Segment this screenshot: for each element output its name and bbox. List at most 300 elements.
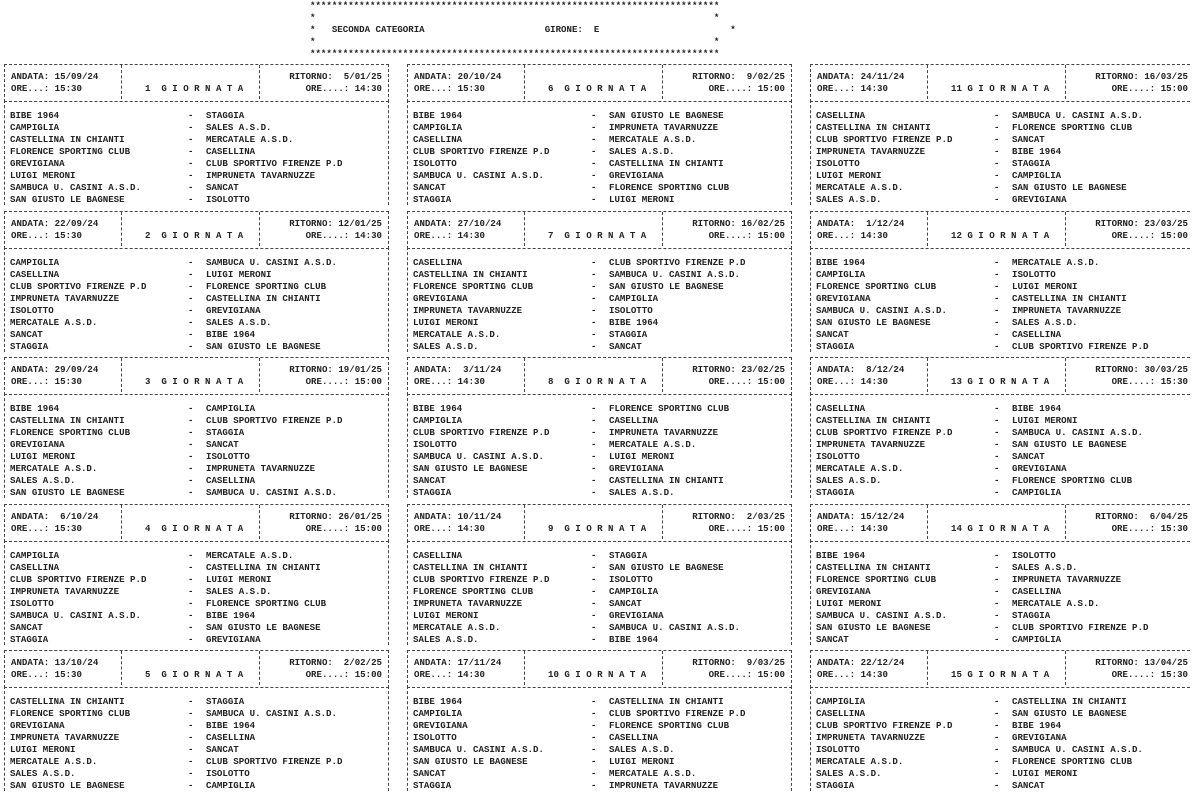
match-dash: - [591, 720, 597, 731]
andata-time: ORE...: 14:30 [414, 522, 485, 534]
match-dash: - [591, 780, 597, 791]
home-team: CASELLINA [816, 110, 866, 121]
ritorno-time: ORE....: 15:00 [305, 669, 382, 680]
home-team: STAGGIA [10, 633, 49, 645]
away-team: FLORENCE SPORTING CLUB [609, 182, 730, 193]
ritorno-time: ORE....: 15:00 [1111, 83, 1188, 94]
home-team: FLORENCE SPORTING CLUB [10, 146, 131, 157]
match-dash: - [994, 122, 1000, 133]
giornata-header [4, 650, 389, 688]
match-row [413, 134, 786, 146]
match-row [816, 634, 1189, 646]
match-row [413, 329, 786, 341]
giornata-title: 2 G I O R N A T A [145, 229, 244, 241]
home-team: CASELLINA [10, 561, 60, 573]
ritorno-date: RITORNO: 30/03/25 [1095, 364, 1188, 375]
match-dash: - [188, 696, 194, 707]
match-dash: - [188, 463, 194, 474]
giornata-header [4, 504, 389, 542]
away-team: BIBE 1964 [1012, 720, 1062, 731]
match-dash: - [188, 158, 194, 169]
match-dash: - [188, 585, 194, 597]
separator [259, 505, 260, 539]
match-dash: - [994, 487, 1000, 498]
column-2 [407, 64, 792, 797]
match-row [816, 610, 1189, 622]
home-team: CASELLINA [816, 708, 866, 719]
home-team: SANCAT [413, 182, 446, 193]
match-dash: - [188, 340, 194, 352]
away-team: CASTELLINA IN CHIANTI [609, 696, 724, 707]
ritorno-time: ORE....: 15:00 [708, 229, 785, 241]
away-team: CLUB SPORTIVO FIRENZE P.D [206, 158, 343, 169]
giornata-title: 12 G I O R N A T A [951, 229, 1050, 241]
away-team: SAMBUCA U. CASINI A.S.D. [609, 621, 740, 633]
giornata-header [810, 504, 1192, 542]
match-dash: - [994, 451, 1000, 462]
match-row [413, 610, 786, 622]
home-team: STAGGIA [413, 487, 452, 498]
away-team: BIBE 1964 [609, 633, 659, 645]
match-row [413, 744, 786, 756]
away-team: CAMPIGLIA [206, 780, 256, 791]
home-team: ISOLOTTO [413, 158, 457, 169]
match-row [10, 708, 383, 720]
match-row [413, 475, 786, 487]
away-team: CASTELLINA IN CHIANTI [1012, 696, 1127, 707]
home-team: FLORENCE SPORTING CLUB [10, 708, 131, 719]
andata-date: ANDATA: 17/11/24 [414, 657, 502, 668]
girone-label: GIRONE: [544, 24, 583, 35]
away-team: CLUB SPORTIVO FIRENZE P.D [206, 756, 343, 767]
away-team: SAN GIUSTO LE BAGNESE [609, 561, 724, 573]
match-row [10, 122, 383, 134]
home-team: CAMPIGLIA [413, 708, 463, 719]
home-team: ISOLOTTO [10, 304, 54, 316]
match-dash: - [188, 451, 194, 462]
away-team: FLORENCE SPORTING CLUB [206, 280, 327, 292]
match-dash: - [188, 720, 194, 731]
separator [927, 505, 928, 539]
away-team: MERCATALE A.S.D. [1012, 597, 1100, 609]
ritorno-time: ORE....: 15:00 [708, 522, 785, 534]
match-list [413, 257, 786, 353]
match-row [816, 110, 1189, 122]
home-team: ISOLOTTO [816, 158, 860, 169]
home-team: SAN GIUSTO LE BAGNESE [413, 756, 528, 767]
match-dash: - [591, 268, 597, 280]
giornata-block [810, 211, 1192, 358]
home-team: IMPRUNETA TAVARNUZZE [816, 732, 926, 743]
away-team: CASELLINA [1012, 585, 1062, 597]
separator [121, 505, 122, 539]
home-team: MERCATALE A.S.D. [413, 328, 501, 340]
home-team: GREVIGIANA [413, 292, 468, 304]
match-list [413, 696, 786, 792]
separator [927, 212, 928, 246]
giornata-header [810, 357, 1192, 395]
ritorno-date: RITORNO: 2/03/25 [692, 510, 785, 522]
ritorno-date: RITORNO: 9/02/25 [692, 71, 785, 82]
andata-time: ORE...: 14:30 [414, 669, 485, 680]
home-team: ISOLOTTO [10, 597, 54, 609]
match-dash: - [188, 780, 194, 791]
home-team: SAN GIUSTO LE BAGNESE [413, 463, 528, 474]
home-team: STAGGIA [816, 340, 855, 352]
match-dash: - [188, 415, 194, 426]
home-team: LUIGI MERONI [10, 744, 76, 755]
match-row [10, 768, 383, 780]
home-team: SAMBUCA U. CASINI A.S.D. [10, 182, 141, 193]
match-dash: - [994, 304, 1000, 316]
match-dash: - [591, 573, 597, 585]
giornata-title: 14 G I O R N A T A [951, 522, 1050, 534]
match-row [816, 574, 1189, 586]
match-dash: - [188, 621, 194, 633]
match-dash: - [188, 609, 194, 621]
away-team: CASELLINA [609, 732, 659, 743]
home-team: STAGGIA [816, 780, 855, 791]
home-team: LUIGI MERONI [10, 451, 76, 462]
home-team: SANCAT [816, 633, 849, 645]
away-team: MERCATALE A.S.D. [609, 134, 697, 145]
match-row [816, 427, 1189, 439]
home-team: IMPRUNETA TAVARNUZZE [10, 732, 120, 743]
match-dash: - [188, 280, 194, 292]
giornata-title: 6 G I O R N A T A [548, 83, 647, 94]
match-row [413, 317, 786, 329]
away-team: STAGGIA [609, 549, 648, 561]
away-team: SAN GIUSTO LE BAGNESE [1012, 708, 1127, 719]
match-dash: - [591, 403, 597, 414]
match-dash: - [591, 110, 597, 121]
ritorno-time: ORE....: 15:00 [1111, 229, 1188, 241]
away-team: GREVIGIANA [609, 463, 664, 474]
match-dash: - [188, 439, 194, 450]
giornata-title: 7 G I O R N A T A [548, 229, 647, 241]
away-team: STAGGIA [609, 328, 648, 340]
match-row [10, 756, 383, 768]
ritorno-date: RITORNO: 5/01/25 [289, 71, 382, 82]
home-team: LUIGI MERONI [413, 316, 479, 328]
andata-time: ORE...: 15:30 [414, 83, 485, 94]
home-team: CLUB SPORTIVO FIRENZE P.D [413, 573, 550, 585]
home-team: IMPRUNETA TAVARNUZZE [413, 304, 523, 316]
home-team: SAMBUCA U. CASINI A.S.D. [816, 609, 947, 621]
home-team: CASELLINA [413, 256, 463, 268]
match-row [10, 305, 383, 317]
away-team: STAGGIA [1012, 609, 1051, 621]
away-team: CASTELLINA IN CHIANTI [609, 158, 724, 169]
match-row [10, 463, 383, 475]
away-team: IMPRUNETA TAVARNUZZE [1012, 573, 1122, 585]
home-team: GREVIGIANA [816, 585, 871, 597]
match-row [413, 257, 786, 269]
andata-time: ORE...: 15:30 [11, 376, 82, 387]
away-team: GREVIGIANA [1012, 194, 1067, 205]
home-team: CLUB SPORTIVO FIRENZE P.D [10, 573, 147, 585]
match-row [816, 768, 1189, 780]
match-dash: - [591, 158, 597, 169]
match-row [816, 341, 1189, 353]
match-row [816, 708, 1189, 720]
match-dash: - [188, 304, 194, 316]
match-row [816, 598, 1189, 610]
home-team: CASTELLINA IN CHIANTI [816, 415, 931, 426]
andata-time: ORE...: 15:30 [11, 522, 82, 534]
match-row [413, 439, 786, 451]
giornata-title: 13 G I O R N A T A [951, 376, 1050, 387]
home-team: SAMBUCA U. CASINI A.S.D. [413, 170, 544, 181]
away-team: MERCATALE A.S.D. [1012, 256, 1100, 268]
match-list [816, 110, 1189, 206]
home-team: ISOLOTTO [413, 732, 457, 743]
away-team: CAMPIGLIA [1012, 170, 1062, 181]
giornata-title: 5 G I O R N A T A [145, 669, 244, 680]
andata-date: ANDATA: 1/12/24 [817, 217, 905, 229]
away-team: SALES A.S.D. [609, 744, 675, 755]
home-team: GREVIGIANA [816, 292, 871, 304]
match-dash: - [994, 475, 1000, 486]
away-team: SAMBUCA U. CASINI A.S.D. [206, 487, 337, 498]
match-row [816, 257, 1189, 269]
home-team: SANCAT [413, 475, 446, 486]
home-team: SALES A.S.D. [413, 340, 479, 352]
home-team: GREVIGIANA [10, 158, 65, 169]
match-dash: - [591, 170, 597, 181]
match-dash: - [994, 328, 1000, 340]
andata-date: ANDATA: 22/12/24 [817, 657, 905, 668]
match-dash: - [591, 415, 597, 426]
home-team: LUIGI MERONI [10, 170, 76, 181]
home-team: CAMPIGLIA [10, 549, 60, 561]
andata-date: ANDATA: 29/09/24 [11, 364, 99, 375]
andata-time: ORE...: 14:30 [817, 669, 888, 680]
home-team: MERCATALE A.S.D. [413, 621, 501, 633]
giornata-header [810, 211, 1192, 249]
match-row [413, 586, 786, 598]
home-team: CLUB SPORTIVO FIRENZE P.D [413, 427, 550, 438]
match-row [816, 403, 1189, 415]
match-dash: - [591, 756, 597, 767]
away-team: STAGGIA [206, 110, 245, 121]
match-dash: - [994, 134, 1000, 145]
match-dash: - [591, 744, 597, 755]
away-team: CASTELLINA IN CHIANTI [1012, 292, 1127, 304]
home-team: IMPRUNETA TAVARNUZZE [816, 146, 926, 157]
home-team: CLUB SPORTIVO FIRENZE P.D [10, 280, 147, 292]
separator [1065, 651, 1066, 685]
home-team: FLORENCE SPORTING CLUB [816, 280, 937, 292]
match-row [816, 317, 1189, 329]
separator [1065, 505, 1066, 539]
away-team: SAMBUCA U. CASINI A.S.D. [206, 708, 337, 719]
match-dash: - [994, 292, 1000, 304]
away-team: SAN GIUSTO LE BAGNESE [1012, 182, 1127, 193]
away-team: CAMPIGLIA [206, 403, 256, 414]
match-dash: - [994, 708, 1000, 719]
home-team: FLORENCE SPORTING CLUB [816, 573, 937, 585]
column-3 [810, 64, 1192, 797]
away-team: GREVIGIANA [206, 304, 261, 316]
giornata-block [4, 357, 389, 504]
match-dash: - [994, 585, 1000, 597]
away-team: SAN GIUSTO LE BAGNESE [609, 280, 724, 292]
giornata-block [407, 211, 792, 358]
away-team: BIBE 1964 [206, 609, 256, 621]
home-team: BIBE 1964 [816, 549, 866, 561]
ritorno-date: RITORNO: 9/03/25 [692, 657, 785, 668]
away-team: CAMPIGLIA [609, 292, 659, 304]
home-team: CLUB SPORTIVO FIRENZE P.D [816, 427, 953, 438]
home-team: FLORENCE SPORTING CLUB [10, 427, 131, 438]
home-team: CLUB SPORTIVO FIRENZE P.D [413, 146, 550, 157]
home-team: BIBE 1964 [413, 110, 463, 121]
match-row [413, 194, 786, 206]
ritorno-date: RITORNO: 23/03/25 [1095, 217, 1188, 229]
away-team: CASTELLINA IN CHIANTI [206, 561, 321, 573]
match-row [10, 146, 383, 158]
andata-date: ANDATA: 3/11/24 [414, 364, 502, 375]
match-dash: - [188, 744, 194, 755]
separator [524, 65, 525, 99]
home-team: BIBE 1964 [10, 110, 60, 121]
away-team: SANCAT [1012, 780, 1045, 791]
match-row [10, 110, 383, 122]
home-team: STAGGIA [10, 340, 49, 352]
home-team: SALES A.S.D. [816, 475, 882, 486]
match-list [816, 696, 1189, 792]
away-team: CASELLINA [609, 415, 659, 426]
away-team: SANCAT [1012, 451, 1045, 462]
match-row [816, 146, 1189, 158]
away-team: IMPRUNETA TAVARNUZZE [206, 170, 316, 181]
home-team: LUIGI MERONI [413, 609, 479, 621]
away-team: ISOLOTTO [1012, 549, 1056, 561]
giornata-title: 9 G I O R N A T A [548, 522, 647, 534]
match-dash: - [994, 756, 1000, 767]
match-dash: - [591, 340, 597, 352]
match-row [413, 720, 786, 732]
match-dash: - [591, 427, 597, 438]
match-row [816, 622, 1189, 634]
home-team: IMPRUNETA TAVARNUZZE [10, 292, 120, 304]
match-dash: - [994, 158, 1000, 169]
match-dash: - [994, 621, 1000, 633]
match-dash: - [994, 146, 1000, 157]
match-row [413, 170, 786, 182]
away-team: BIBE 1964 [1012, 146, 1062, 157]
match-dash: - [188, 573, 194, 585]
match-row [10, 170, 383, 182]
home-team: IMPRUNETA TAVARNUZZE [816, 439, 926, 450]
match-row [413, 415, 786, 427]
away-team: SAN GIUSTO LE BAGNESE [1012, 439, 1127, 450]
away-team: LUIGI MERONI [1012, 768, 1078, 779]
match-dash: - [591, 304, 597, 316]
match-dash: - [188, 110, 194, 121]
away-team: IMPRUNETA TAVARNUZZE [609, 122, 719, 133]
andata-date: ANDATA: 15/09/24 [11, 71, 99, 82]
ritorno-time: ORE....: 15:00 [305, 522, 382, 534]
home-team: CASTELLINA IN CHIANTI [10, 696, 125, 707]
match-dash: - [591, 696, 597, 707]
ritorno-date: RITORNO: 13/04/25 [1095, 657, 1188, 668]
ritorno-time: ORE....: 15:30 [1111, 376, 1188, 387]
giornata-block [810, 357, 1192, 504]
match-dash: - [994, 316, 1000, 328]
separator [259, 212, 260, 246]
separator [1065, 65, 1066, 99]
home-team: CAMPIGLIA [816, 268, 866, 280]
away-team: IMPRUNETA TAVARNUZZE [609, 427, 719, 438]
ritorno-time: ORE....: 14:30 [305, 229, 382, 241]
home-team: LUIGI MERONI [816, 597, 882, 609]
ritorno-date: RITORNO: 12/01/25 [289, 217, 382, 229]
away-team: IMPRUNETA TAVARNUZZE [1012, 304, 1122, 316]
match-row [413, 293, 786, 305]
match-dash: - [591, 708, 597, 719]
away-team: LUIGI MERONI [609, 194, 675, 205]
category-title: SECONDA CATEGORIA [331, 24, 425, 35]
match-row [413, 451, 786, 463]
match-dash: - [188, 146, 194, 157]
separator [927, 651, 928, 685]
match-row [413, 487, 786, 499]
andata-time: ORE...: 14:30 [414, 229, 485, 241]
ritorno-time: ORE....: 15:00 [708, 376, 785, 387]
away-team: CASELLINA [206, 146, 256, 157]
match-dash: - [188, 328, 194, 340]
home-team: SAN GIUSTO LE BAGNESE [10, 194, 125, 205]
match-dash: - [188, 427, 194, 438]
giornata-title: 15 G I O R N A T A [951, 669, 1050, 680]
home-team: CASTELLINA IN CHIANTI [10, 415, 125, 426]
match-dash: - [994, 720, 1000, 731]
separator [662, 65, 663, 99]
separator [1065, 358, 1066, 392]
match-list [10, 550, 383, 646]
giornata-header [407, 504, 792, 542]
away-team: FLORENCE SPORTING CLUB [206, 597, 327, 609]
match-row [10, 451, 383, 463]
match-row [10, 194, 383, 206]
match-row [10, 696, 383, 708]
match-dash: - [591, 633, 597, 645]
away-team: GREVIGIANA [609, 170, 664, 181]
match-dash: - [188, 316, 194, 328]
match-dash: - [591, 585, 597, 597]
andata-date: ANDATA: 22/09/24 [11, 217, 99, 229]
match-dash: - [994, 609, 1000, 621]
giornata-header [4, 357, 389, 395]
home-team: MERCATALE A.S.D. [816, 182, 904, 193]
separator [524, 505, 525, 539]
separator [259, 65, 260, 99]
away-team: SANCAT [206, 182, 239, 193]
away-team: CLUB SPORTIVO FIRENZE P.D [1012, 621, 1149, 633]
away-team: LUIGI MERONI [1012, 280, 1078, 292]
home-team: IMPRUNETA TAVARNUZZE [10, 585, 120, 597]
match-row [413, 281, 786, 293]
home-team: CASELLINA [816, 403, 866, 414]
match-row [816, 586, 1189, 598]
home-team: MERCATALE A.S.D. [10, 756, 98, 767]
match-dash: - [994, 573, 1000, 585]
ritorno-date: RITORNO: 2/02/25 [289, 657, 382, 668]
match-row [10, 634, 383, 646]
match-dash: - [591, 609, 597, 621]
